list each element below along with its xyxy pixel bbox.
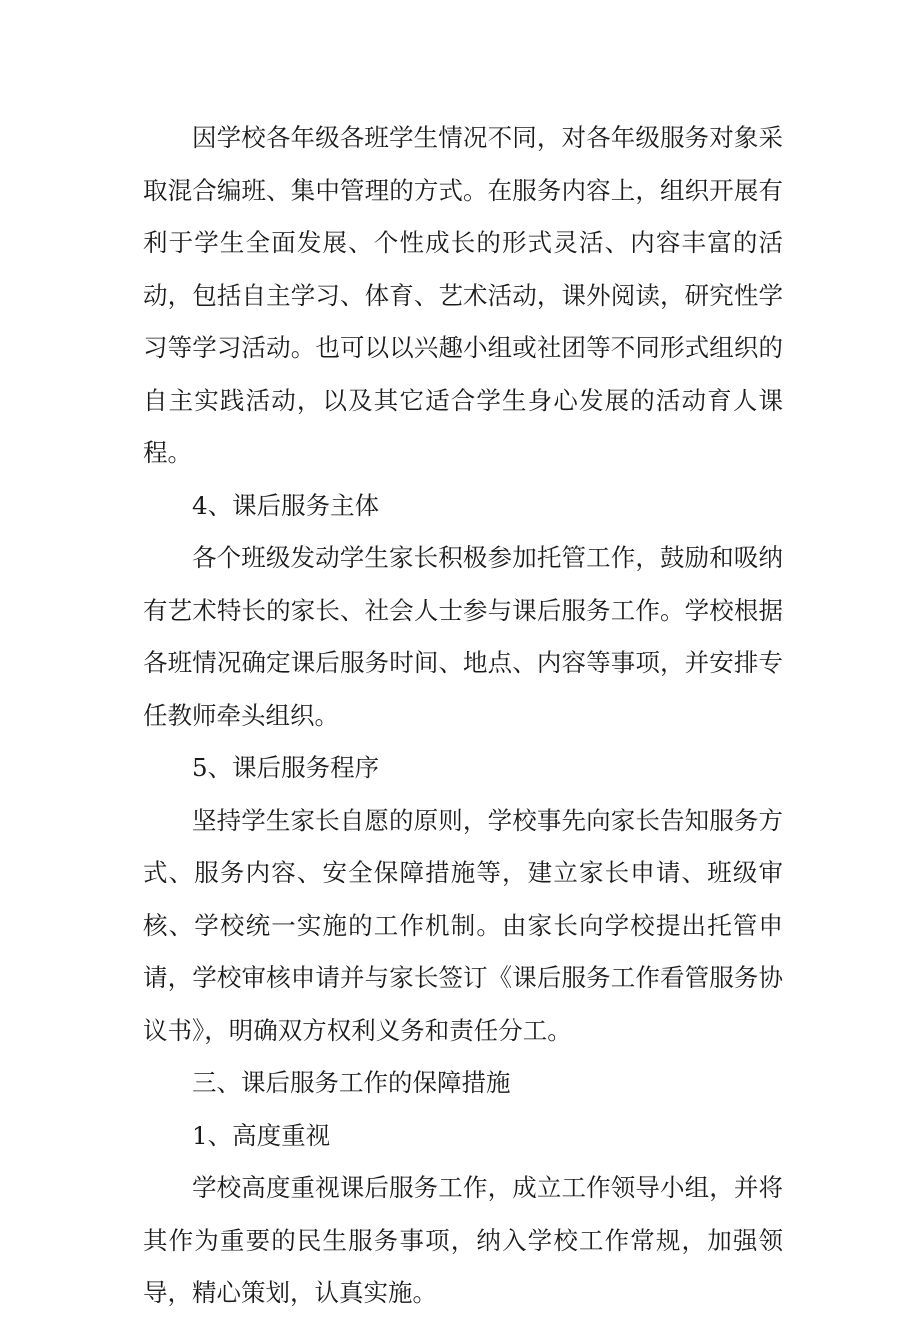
heading-service-procedure: 5、课后服务程序 <box>192 753 380 782</box>
paragraph-service-content: 因学校各年级各班学生情况不同，对各年级服务对象采取混合编班、集中管理的方式。在服务内容上，组织开展有利于学生全面发展、个性成长的形式灵活、内容丰富的活动，包括自主学习、体育、艺术活动，课外阅读，研究性学习等学习活动。也可以以兴趣小组或社团等不同形式组织的自主实践活动，以及其它适合学生身心发展的活动育人课程。 <box>143 123 783 467</box>
document-page <box>143 112 783 1320</box>
heading-service-subject: 4、课后服务主体 <box>192 490 380 520</box>
heading-high-attention: 1、高度重视 <box>192 1120 331 1150</box>
paragraph-service-subject: 各个班级发动学生家长积极参加托管工作，鼓励和吸纳有艺术特长的家长、社会人士参与课后服务工作。学校根据各班情况确定课后服务时间、地点、内容等事项，并安排专任教师牵头组织。 <box>143 543 783 730</box>
heading-safeguard-measures: 三、课后服务工作的保障措施 <box>192 1068 511 1097</box>
paragraph-high-attention: 学校高度重视课后服务工作，成立工作领导小组，并将其作为重要的民生服务事项，纳入学校工作常规，加强领导，精心策划，认真实施。 <box>143 1173 783 1307</box>
paragraph-service-procedure: 坚持学生家长自愿的原则，学校事先向家长告知服务方式、服务内容、安全保障措施等，建立家长申请、班级审核、学校统一实施的工作机制。由家长向学校提出托管申请，学校审核申请并与家长签订《课后服务工作看管服务协议书》，明确双方权利义务和责任分工。 <box>143 805 783 1045</box>
